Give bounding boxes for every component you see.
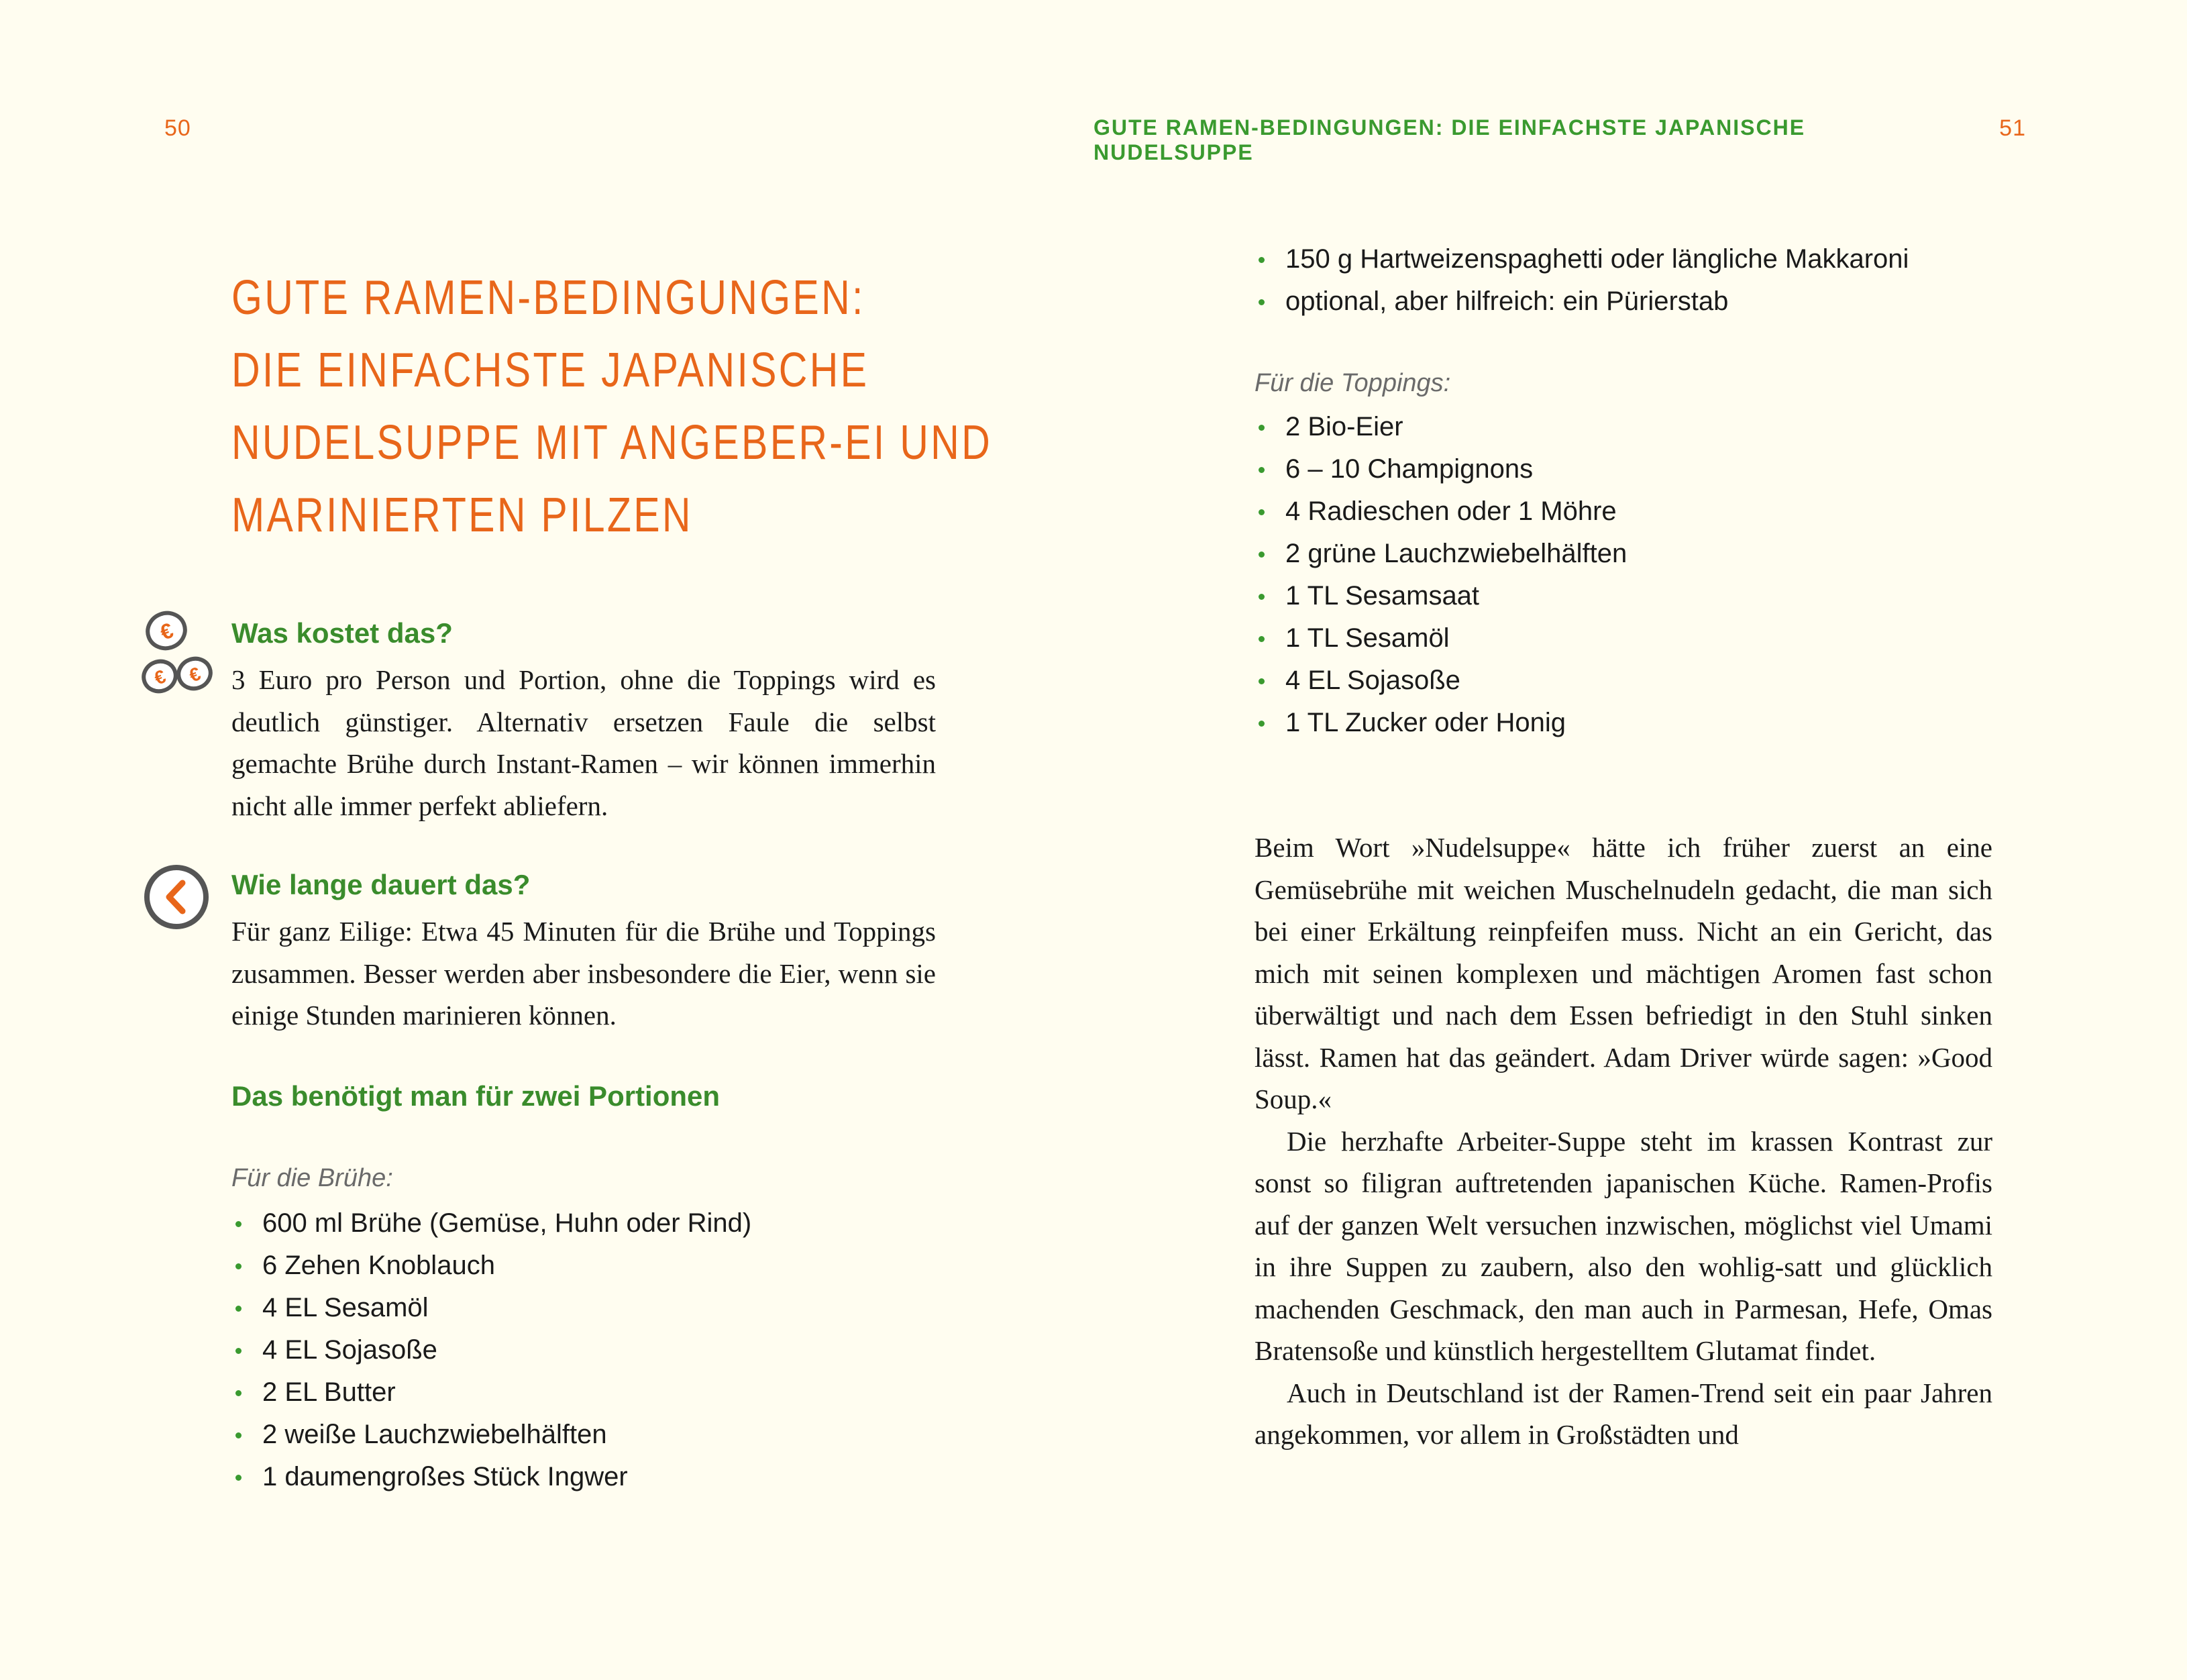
list-item: optional, aber hilfreich: ein Pürierstab <box>1255 280 1909 323</box>
list-item: 600 ml Brühe (Gemüse, Huhn oder Rind) <box>231 1202 751 1245</box>
list-item: 1 TL Sesamöl <box>1255 617 1627 660</box>
list-item: 4 EL Sojasoße <box>1255 660 1627 702</box>
list-item: 4 EL Sojasoße <box>231 1329 751 1371</box>
svg-text:€: € <box>156 617 176 645</box>
list-item: 6 Zehen Knoblauch <box>231 1245 751 1287</box>
more-ingredient-list <box>1255 238 1909 323</box>
duration-heading: Wie lange dauert das? <box>231 869 531 900</box>
toppings-heading: Für die Toppings: <box>1255 369 1451 397</box>
list-item: 150 g Hartweizenspaghetti oder längliche Makkaroni <box>1255 238 1909 280</box>
running-head: GUTE RAMEN-BEDINGUNGEN: DIE EINFACHSTE JAPANISCHE NUDELSUPPE <box>1094 115 1806 164</box>
article-body <box>1255 827 1992 1456</box>
list-item: 1 TL Sesamsaat <box>1255 575 1627 617</box>
svg-text:€: € <box>151 666 169 689</box>
list-item: 2 grüne Lauchzwiebelhälften <box>1255 533 1627 575</box>
list-item: 4 Radieschen oder 1 Möhre <box>1255 490 1627 533</box>
right-page <box>1094 0 2187 1680</box>
list-item: 1 daumengroßes Stück Ingwer <box>231 1456 751 1498</box>
coins-icon <box>141 609 215 696</box>
page-number-right: 51 <box>1999 115 2026 141</box>
toppings-ingredient-list <box>1255 406 1627 744</box>
paragraph: Die herzhafte Arbeiter-Suppe steht im krassen Kontrast zur sonst so filigran auftretenden japanischen Küche. Ramen-Profis auf der ganzen Welt versuchen inzwischen, möglichst viel Umami in ihre Suppen zu zaubern, also den wohlig-satt und glücklich machenden Geschmack, den man auch in Parmesan, Hefe, Omas Bratensoße und künstlich hergestelltem Glutamat findet. <box>1255 1125 1992 1366</box>
list-item: 1 TL Zucker oder Honig <box>1255 702 1627 744</box>
title-line: MARINIERTEN PILZEN <box>231 488 693 542</box>
title-line: NUDELSUPPE MIT ANGEBER-EI UND <box>231 416 993 470</box>
broth-ingredient-list <box>231 1202 751 1498</box>
duration-text: Für ganz Eilige: Etwa 45 Minuten für die Brühe und Toppings zusammen. Besser werden aber insbesondere die Eier, wenn sie einige Stunden marinieren können. <box>231 916 936 1031</box>
list-item: 6 – 10 Champignons <box>1255 448 1627 490</box>
broth-heading: Für die Brühe: <box>231 1164 393 1192</box>
page-number-left: 50 <box>164 115 191 141</box>
list-item: 4 EL Sesamöl <box>231 1287 751 1329</box>
clock-icon <box>141 861 212 933</box>
cost-text: 3 Euro pro Person und Portion, ohne die Toppings wird es deutlich günstiger. Alternativ ersetzen Faule die selbst gemachte Brühe durch Instant-Ramen – wir können immerhin nicht alle immer perfekt abliefern. <box>231 664 936 821</box>
cost-heading: Was kostet das? <box>231 617 453 649</box>
svg-text:€: € <box>186 663 204 686</box>
paragraph: Auch in Deutschland ist der Ramen-Trend seit ein paar Jahren angekommen, vor allem in Großstädten und <box>1255 1377 1992 1450</box>
title-line: GUTE RAMEN-BEDINGUNGEN: <box>231 271 865 325</box>
list-item: 2 weiße Lauchzwiebelhälften <box>231 1414 751 1456</box>
ingredients-heading: Das benötigt man für zwei Portionen <box>231 1080 721 1112</box>
recipe-title <box>231 262 993 552</box>
list-item: 2 Bio-Eier <box>1255 406 1627 448</box>
title-line: DIE EINFACHSTE JAPANISCHE <box>231 344 869 397</box>
list-item: 2 EL Butter <box>231 1371 751 1414</box>
paragraph: Beim Wort »Nudelsuppe« hätte ich früher zuerst an eine Gemüsebrühe mit weichen Muschelnudeln gedacht, die man sich bei einer Erkältung reinpfeifen muss. Nicht an ein Gericht, das mich mit seinen komplexen und mächtigen Aromen fast schon überwältigt und nach dem Essen befriedigt in den Stuhl sinken lässt. Ramen hat das geändert. Adam Driver würde sagen: »Good Soup.« <box>1255 832 1992 1114</box>
